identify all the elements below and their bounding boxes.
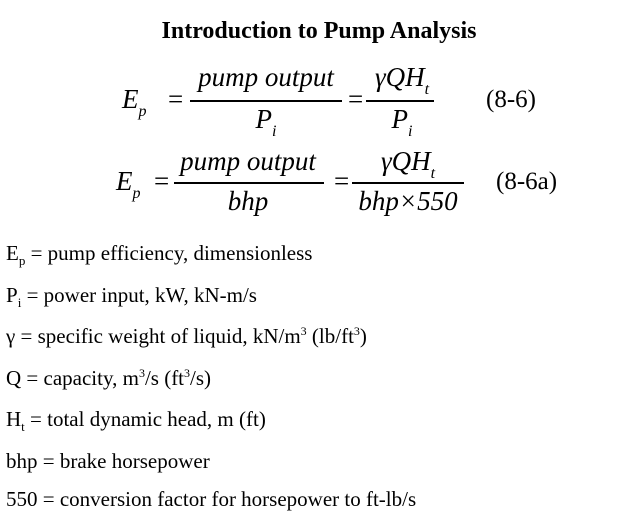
eq1-number: (8-6) [486, 86, 536, 113]
def-q-sup-b: 3 [184, 365, 191, 380]
eq2-equals-2: = [334, 166, 350, 196]
def-ht-sub: t [21, 419, 25, 434]
def-550-text: 550 = conversion factor for horsepower to ft-lb/s [6, 487, 417, 511]
def-q-text-a: Q = capacity, m [6, 365, 139, 390]
def-ep-symbol: E [6, 241, 19, 265]
def-q-text-c: /s) [190, 365, 212, 390]
page-title: Introduction to Pump Analysis [161, 18, 477, 44]
eq2-frac2-num-sub: t [430, 165, 436, 182]
def-bhp-text: bhp = brake horsepower [6, 448, 210, 473]
eq2-frac1-numerator: pump output [180, 146, 316, 176]
eq1-frac1-den-symbol: P [255, 104, 273, 134]
definition-ep [6, 234, 416, 276]
definition-550 [6, 480, 416, 519]
eq1-lhs-sub: p [138, 103, 147, 120]
definition-bhp [6, 442, 416, 481]
def-q-sup-a: 3 [138, 365, 145, 380]
eq1-frac2-num-sub: t [424, 81, 430, 98]
def-pi-symbol: P [6, 282, 18, 307]
eq2-frac1-denominator: bhp [227, 186, 269, 216]
equation-8-6a [0, 0, 638, 240]
eq2-frac1-bar [174, 182, 324, 184]
definition-gamma [6, 317, 416, 359]
def-gamma-text-a: = specific weight of liquid, kN/m [15, 324, 301, 348]
def-ht-symbol: H [6, 407, 22, 431]
definition-pi [6, 276, 416, 318]
eq2-number: (8-6a) [496, 168, 558, 195]
eq2-lhs-symbol: E [116, 166, 133, 196]
eq1-frac2-den-sub: i [408, 123, 413, 140]
definitions-list [6, 234, 416, 519]
def-gamma-text-b: (lb/ft [306, 324, 354, 348]
eq2-lhs [116, 166, 141, 202]
def-q-text-b: /s (ft [144, 365, 185, 390]
eq2-frac2-denominator: bhp×550 [358, 186, 458, 216]
eq2-lhs-sub: p [132, 185, 141, 202]
def-gamma-symbol: γ [6, 324, 16, 348]
eq1-frac1-den-sub: i [272, 123, 277, 140]
def-pi-text: = power input, kW, kN-m/s [21, 282, 257, 307]
eq1-lhs-symbol: E [122, 84, 139, 114]
def-gamma-text-c: ) [359, 324, 367, 348]
eq1-frac1-numerator: pump output [198, 62, 334, 92]
def-pi-sub: i [17, 294, 22, 310]
def-gamma-sup-a: 3 [300, 324, 307, 338]
def-ep-sub: p [18, 253, 26, 268]
def-ht-text: = total dynamic head, m (ft) [24, 407, 266, 431]
def-ep-text: = pump efficiency, dimensionless [25, 241, 313, 265]
definition-ht [6, 400, 416, 442]
eq2-frac2-numerator [350, 146, 466, 182]
eq1-equals-2: = [348, 84, 364, 114]
eq2-frac2-bar [352, 182, 464, 184]
eq2-equals-1: = [154, 166, 170, 196]
def-gamma-sup-b: 3 [353, 324, 360, 338]
definition-q [6, 359, 416, 401]
eq1-frac2-den-symbol: P [391, 104, 409, 134]
eq1-frac2-num-symbol: γQH [374, 62, 425, 92]
eq2-frac2-num-symbol: γQH [380, 146, 431, 176]
eq1-equals-1: = [168, 84, 184, 114]
